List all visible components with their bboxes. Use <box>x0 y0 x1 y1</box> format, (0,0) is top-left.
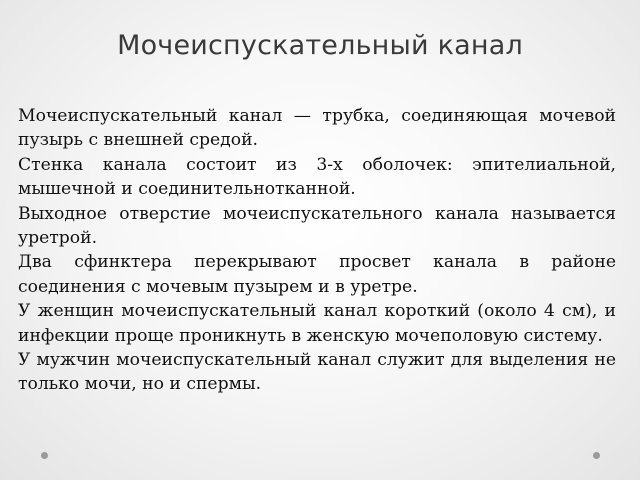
slide-title: Мочеиспускательный канал <box>117 30 523 61</box>
paragraph-definition: Мочеиспускательный канал — трубка, соединяющая мочевой пузырь с внешней средой. <box>18 106 616 151</box>
decorative-dot-icon <box>593 452 600 459</box>
paragraph-wall-layers: Стенка канала состоит из 3-х оболочек: эпителиальной, мышечной и соединительнотканной. <box>18 154 616 200</box>
slide-body <box>18 104 616 397</box>
decorative-dot-icon <box>41 452 48 459</box>
paragraph-women: У женщин мочеиспускательный канал короткий (около 4 см), и инфекции проще проникнуть в женскую мочеполовую систему. <box>18 301 616 346</box>
paragraph-sphincters: Два сфинктера перекрывают просвет канала в районе соединения с мочевым пузырем и в уретре. <box>18 252 616 297</box>
paragraph-men: У мужчин мочеиспускательный канал служит для выделения не только мочи, но и спермы. <box>18 350 616 395</box>
paragraph-outlet: Выходное отверстие мочеиспускательного канала называется уретрой. <box>18 203 616 249</box>
